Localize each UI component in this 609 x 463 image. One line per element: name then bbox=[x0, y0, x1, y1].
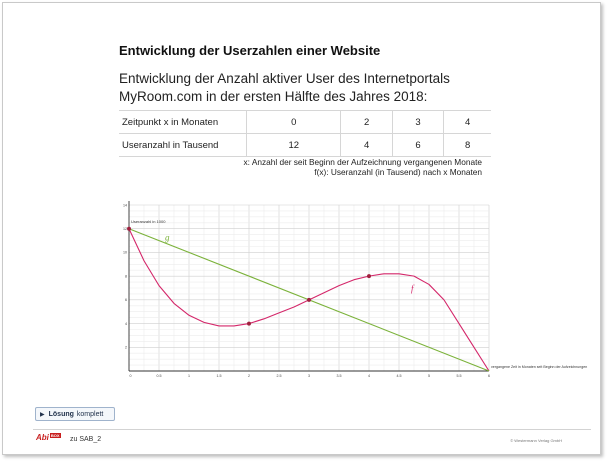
table-row bbox=[119, 134, 491, 157]
x-tick-label: 5.5 bbox=[456, 374, 462, 378]
y-tick-label: 10 bbox=[123, 250, 127, 255]
x-tick-label: 4 bbox=[368, 374, 370, 378]
x-tick-label: 1.5 bbox=[216, 374, 222, 378]
logo-text: Abi bbox=[36, 433, 49, 442]
table-cell: 8 bbox=[444, 134, 491, 157]
y-tick-label: 12 bbox=[123, 227, 127, 232]
table-cell: 2 bbox=[341, 111, 392, 134]
table-cell: 4 bbox=[444, 111, 491, 134]
x-tick-label: 3 bbox=[308, 374, 310, 378]
x-tick-label: 2.5 bbox=[276, 374, 282, 378]
legend-note-f: f(x): Useranzahl (in Tausend) nach x Monaten bbox=[314, 167, 482, 177]
x-tick-label: 4.5 bbox=[396, 374, 402, 378]
logo-box: BOX bbox=[50, 432, 60, 438]
data-point bbox=[307, 298, 311, 302]
copyright-text: © Westermann Verlag GmbH bbox=[510, 438, 562, 443]
x-tick-label: 6 bbox=[488, 374, 490, 378]
x-tick-label: 2 bbox=[248, 374, 250, 378]
legend-note-x: x: Anzahl der seit Beginn der Aufzeichnung vergangenen Monate bbox=[243, 157, 482, 167]
data-point bbox=[127, 227, 131, 231]
abibox-logo bbox=[36, 433, 61, 442]
footer-divider bbox=[33, 429, 591, 430]
data-point bbox=[247, 322, 251, 326]
y-tick-label: 6 bbox=[125, 298, 127, 303]
solution-button[interactable] bbox=[35, 407, 115, 421]
play-icon: ▶ bbox=[40, 411, 45, 418]
x-tick-label: 0.5 bbox=[156, 374, 162, 378]
solution-label: Lösung bbox=[48, 410, 74, 418]
row-label: Zeitpunkt x in Monaten bbox=[119, 111, 247, 134]
y-tick-label: 4 bbox=[125, 321, 127, 326]
table-cell: 6 bbox=[392, 134, 443, 157]
data-point bbox=[367, 274, 371, 278]
x-tick-label: 3.5 bbox=[336, 374, 342, 378]
y-axis-label: Useranzahl in 1000 bbox=[131, 219, 166, 224]
y-tick-label: 8 bbox=[125, 274, 127, 279]
series-label-f: f bbox=[411, 283, 414, 294]
table-cell: 4 bbox=[341, 134, 392, 157]
value-table bbox=[119, 110, 491, 157]
course-label: zu SAB_2 bbox=[70, 436, 102, 443]
x-tick-label: 1 bbox=[188, 374, 190, 378]
page-subtitle: Entwicklung der Anzahl aktiver User des Internetportals MyRoom.com in der ersten Hälfte des Jahres 2018: bbox=[119, 71, 450, 104]
chart-grid bbox=[129, 205, 489, 371]
x-tick-label: 0 bbox=[129, 374, 132, 378]
page-title: Entwicklung der Userzahlen einer Website bbox=[119, 43, 381, 58]
table-row bbox=[119, 111, 491, 134]
solution-suffix: komplett bbox=[76, 410, 104, 418]
row-label: Useranzahl in Tausend bbox=[119, 134, 247, 157]
table-cell: 12 bbox=[247, 134, 341, 157]
table-cell: 0 bbox=[247, 111, 341, 134]
series-label-g: g bbox=[165, 232, 170, 243]
slide-frame bbox=[2, 2, 601, 455]
table-cell: 3 bbox=[392, 111, 443, 134]
x-tick-label: 5 bbox=[428, 374, 430, 378]
function-chart bbox=[119, 195, 588, 385]
x-axis-label: vergangene Zeit in Monaten seit Beginn der Aufzeichnungen bbox=[491, 365, 588, 369]
y-tick-label: 2 bbox=[125, 345, 127, 350]
y-tick-label: 14 bbox=[123, 203, 127, 208]
